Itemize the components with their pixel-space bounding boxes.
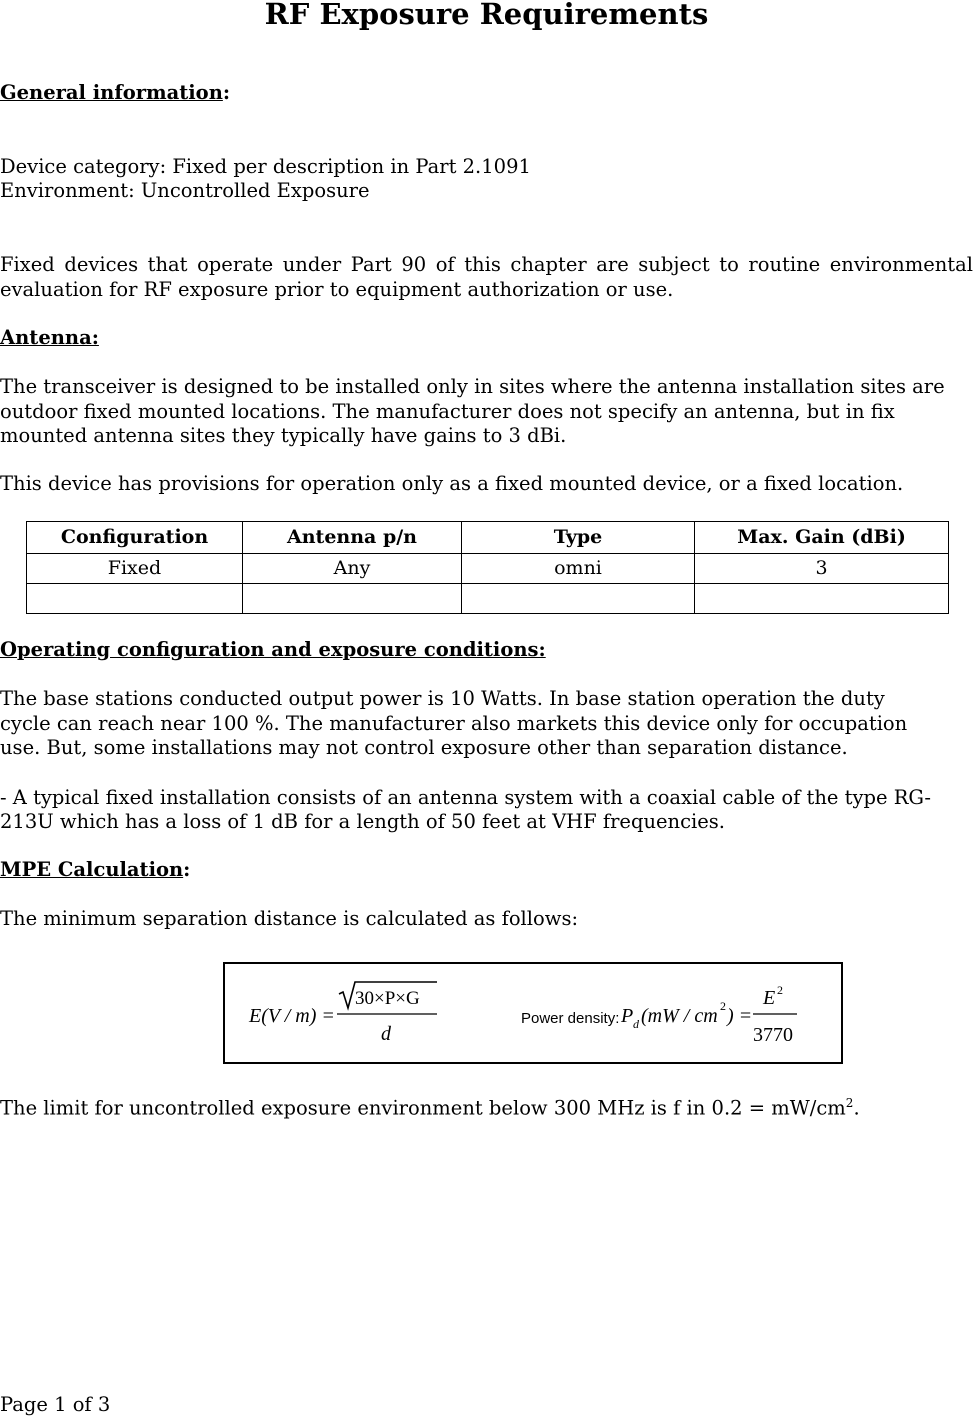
- cell-antenna-pn: Any: [243, 554, 462, 584]
- operating-line-3: use. But, some installations may not control exposure other than separation distance.: [0, 736, 848, 759]
- general-heading: General information:: [0, 81, 231, 104]
- pd-numerator-exponent: 2: [777, 983, 783, 997]
- general-paragraph-text: Fixed devices that operate under Part 90 of this chapter are subject to routine environmental evaluation for RF exposure prior to equipment authorization or use.: [0, 253, 973, 301]
- antenna-heading: Antenna:: [0, 326, 99, 349]
- antenna-table: [26, 521, 949, 614]
- cell-empty: [695, 584, 949, 614]
- cell-max-gain: 3: [695, 554, 949, 584]
- mpe-heading: MPE Calculation:: [0, 858, 191, 881]
- operating-line-1: The base stations conducted output power is 10 Watts. In base station operation the duty: [0, 687, 885, 710]
- e-field-lhs: E(V / m) =: [249, 1005, 335, 1027]
- operating-heading: Operating configuration and exposure conditions:: [0, 638, 546, 661]
- header-configuration: Configuration: [27, 522, 243, 554]
- cell-empty: [243, 584, 462, 614]
- e-field-denominator: d: [381, 1023, 391, 1045]
- antenna-line-2: outdoor fixed mounted locations. The manufacturer does not specify an antenna, but in fix: [0, 400, 895, 423]
- table-row: [27, 584, 949, 614]
- cell-configuration: Fixed: [27, 554, 243, 584]
- operating-line-2: cycle can reach near 100 %. The manufacturer also markets this device only for occupation: [0, 712, 908, 735]
- limit-text: [0, 1091, 860, 1121]
- limit-superscript: 2: [845, 1096, 854, 1110]
- pd-unit: (mW / cm: [641, 1005, 718, 1027]
- cell-type: omni: [462, 554, 695, 584]
- installation-line-2: 213U which has a loss of 1 dB for a length of 50 feet at VHF frequencies.: [0, 810, 726, 833]
- general-heading-text: General information: [0, 81, 223, 104]
- antenna-paragraph-2: This device has provisions for operation only as a fixed mounted device, or a fixed location.: [0, 472, 904, 495]
- table-header-row: [27, 522, 949, 554]
- header-type: Type: [462, 522, 695, 554]
- pd-symbol: P: [621, 1005, 634, 1027]
- formula-box: [223, 962, 843, 1064]
- mpe-intro: The minimum separation distance is calculated as follows:: [0, 907, 579, 930]
- header-antenna-pn: Antenna p/n: [243, 522, 462, 554]
- page-number: Page 1 of 3: [0, 1393, 111, 1416]
- general-paragraph: [0, 253, 973, 302]
- device-category: Device category: Fixed per description in Part 2.1091: [0, 155, 531, 178]
- pd-denominator: 3770: [753, 1024, 793, 1046]
- pd-unit-close: ) =: [727, 1005, 753, 1027]
- cell-empty: [462, 584, 695, 614]
- pd-subscript: d: [633, 1017, 639, 1031]
- formula-graphic: [225, 964, 841, 1062]
- page-title: RF Exposure Requirements: [264, 0, 709, 31]
- environment: Environment: Uncontrolled Exposure: [0, 179, 370, 202]
- limit-text-main: The limit for uncontrolled exposure environment below 300 MHz is f in 0.2 = mW/cm: [0, 1096, 846, 1120]
- pd-unit-exponent: 2: [720, 999, 726, 1013]
- table-row: [27, 554, 949, 584]
- pd-numerator: E: [763, 987, 776, 1009]
- cell-empty: [27, 584, 243, 614]
- limit-text-end: .: [853, 1096, 860, 1120]
- antenna-line-3: mounted antenna sites they typically have gains to 3 dBi.: [0, 424, 567, 447]
- header-max-gain: Max. Gain (dBi): [695, 522, 949, 554]
- antenna-line-1: The transceiver is designed to be installed only in sites where the antenna installation sites are: [0, 375, 945, 398]
- power-density-label: Power density:: [521, 1010, 620, 1027]
- installation-line-1: - A typical fixed installation consists of an antenna system with a coaxial cable of the type RG-: [0, 786, 931, 809]
- e-field-numerator: 30×P×G: [355, 988, 420, 1009]
- mpe-heading-text: MPE Calculation: [0, 858, 184, 881]
